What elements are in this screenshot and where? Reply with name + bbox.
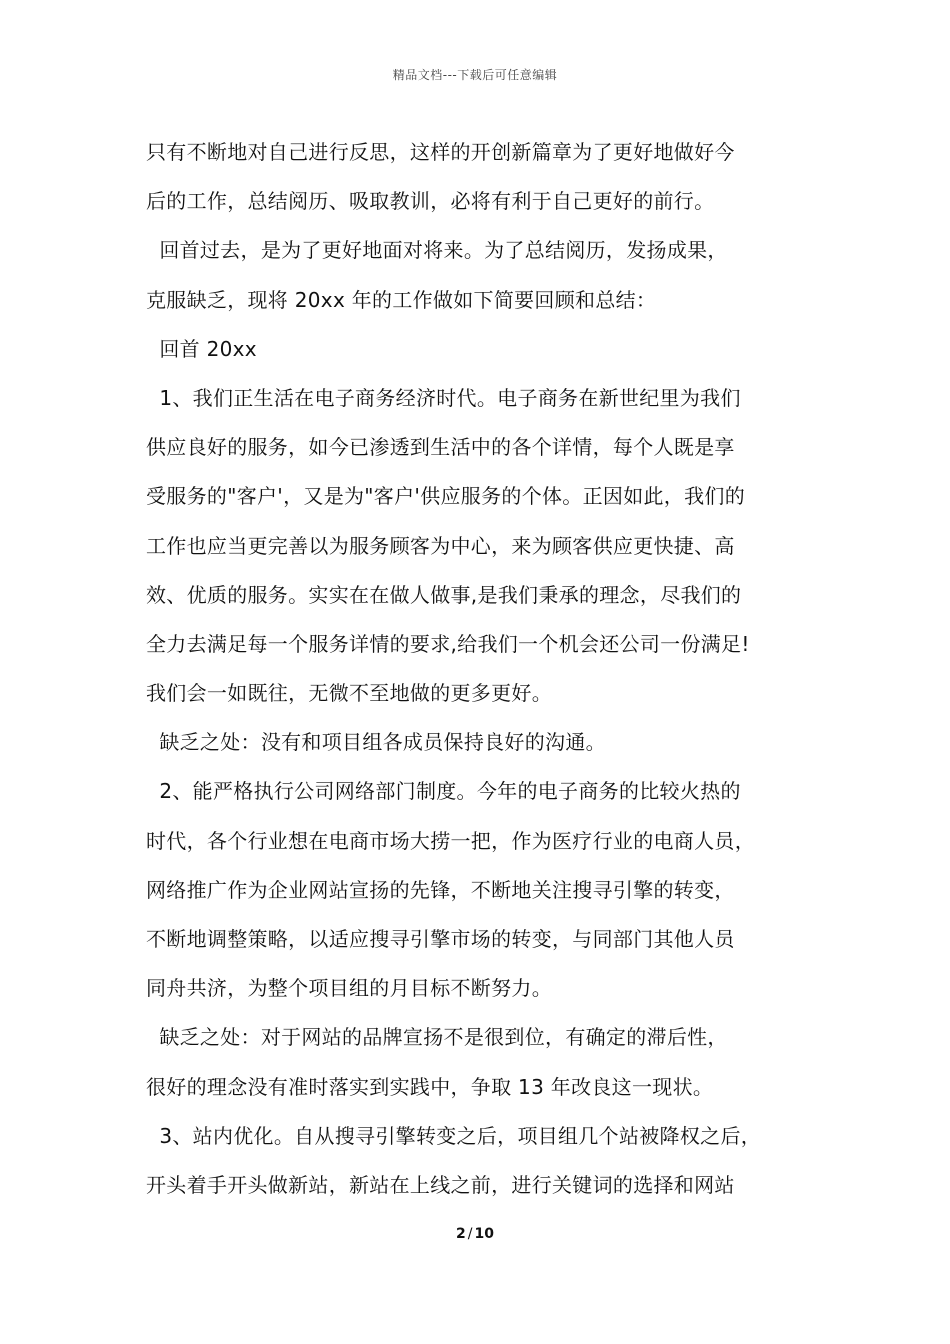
- body-line-18: 同舟共济，为整个项目组的月目标不断努力。: [146, 976, 552, 1001]
- body-line-3: 回首过去，是为了更好地面对将来。为了总结阅历，发扬成果，: [146, 238, 728, 263]
- body-line-20: 很好的理念没有准时落实到实践中，争取 13 年改良这一现状。: [146, 1074, 714, 1099]
- body-line-5: 回首 20xx: [146, 336, 257, 361]
- body-line-7: 供应良好的服务，如今已渗透到生活中的各个详情，每个人既是享: [146, 435, 735, 460]
- page-number: [0, 1226, 950, 1242]
- total-pages: 10: [474, 1226, 494, 1242]
- body-line-11: 全力去满足每一个服务详情的要求,给我们一个机会还公司一份满足!: [146, 631, 750, 656]
- page-header: 精品文档---下载后可任意编辑: [392, 68, 558, 82]
- body-line-21: 3、站内优化。自从搜寻引擎转变之后，项目组几个站被降权之后，: [146, 1123, 762, 1148]
- body-line-17: 不断地调整策略，以适应搜寻引擎市场的转变，与同部门其他人员: [146, 927, 735, 951]
- current-page: 2: [456, 1226, 466, 1242]
- body-line-22: 开头着手开头做新站，新站在上线之前，进行关键词的选择和网站: [146, 1172, 735, 1197]
- body-line-13: 缺乏之处：没有和项目组各成员保持良好的沟通。: [146, 730, 606, 755]
- body-line-19: 缺乏之处：对于网站的品牌宣扬不是很到位，有确定的滞后性，: [146, 1025, 728, 1050]
- body-line-2: 后的工作，总结阅历、吸取教训，必将有利于自己更好的前行。: [146, 189, 715, 214]
- page-separator: /: [467, 1226, 473, 1242]
- document-body: [146, 128, 816, 1210]
- body-line-15: 时代，各个行业想在电商市场大捞一把，作为医疗行业的电商人员，: [146, 828, 755, 853]
- body-line-9: 工作也应当更完善以为服务顾客为中心，来为顾客供应更快捷、高: [146, 533, 735, 558]
- body-line-4: 克服缺乏，现将 20xx 年的工作做如下简要回顾和总结：: [146, 287, 657, 312]
- body-line-8: 受服务的"客户'，又是为"客户'供应服务的个体。正因如此，我们的: [146, 484, 745, 509]
- body-line-1: 只有不断地对自己进行反思，这样的开创新篇章为了更好地做好今: [146, 140, 735, 164]
- body-line-10: 效、优质的服务。实实在在做人做事,是我们秉承的理念，尽我们的: [146, 582, 742, 607]
- body-line-14: 2、能严格执行公司网络部门制度。今年的电子商务的比较火热的: [146, 779, 741, 804]
- body-line-6: 1、我们正生活在电子商务经济时代。电子商务在新世纪里为我们: [146, 385, 741, 410]
- body-line-12: 我们会一如既往，无微不至地做的更多更好。: [146, 681, 552, 706]
- body-line-16: 网络推广作为企业网站宣扬的先锋，不断地关注搜寻引擎的转变，: [146, 877, 735, 902]
